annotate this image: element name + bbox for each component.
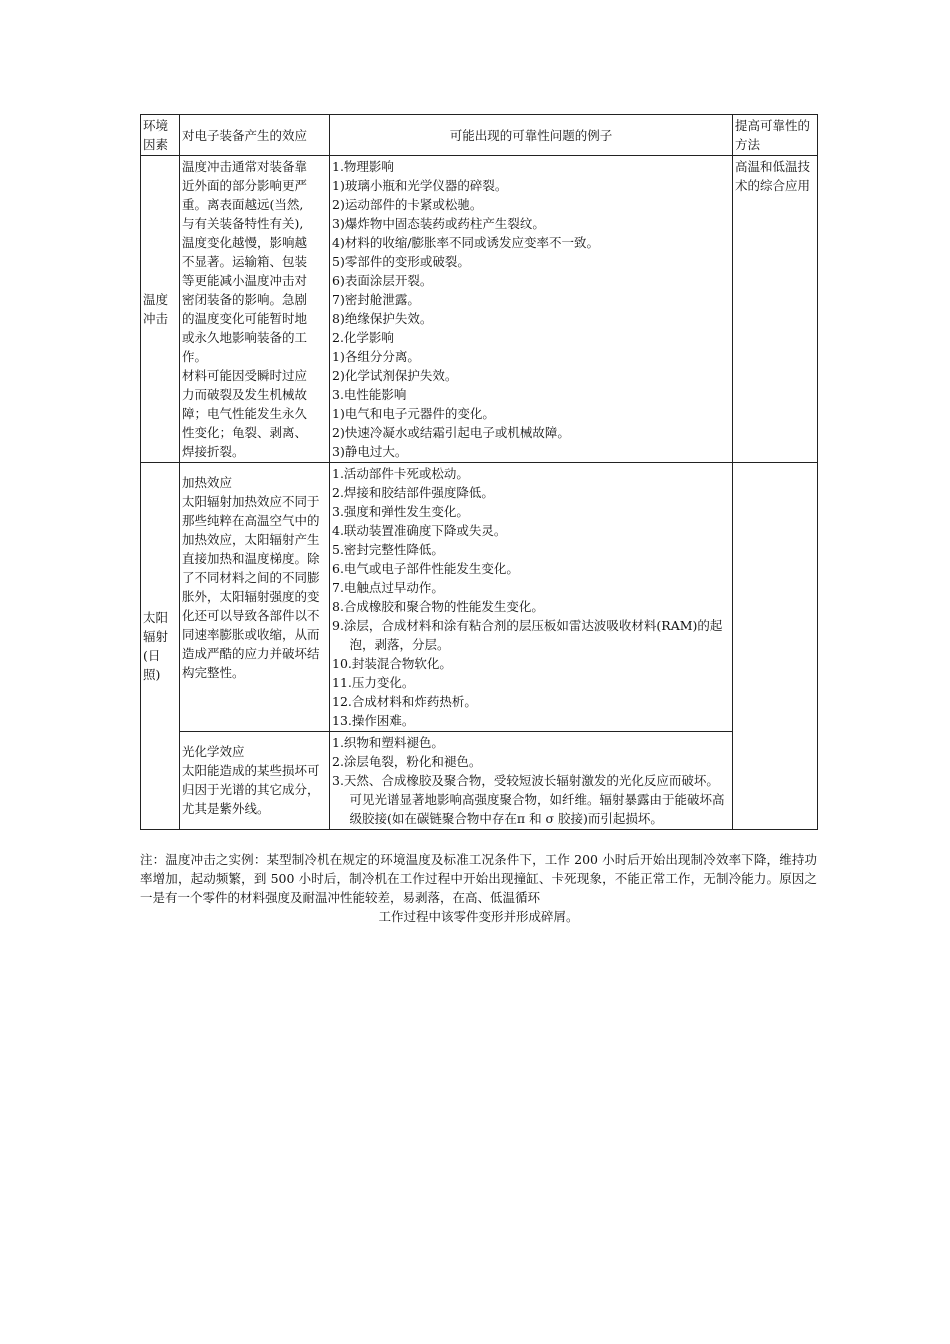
effect-line: 温度变化越慢，影响越 [182, 235, 308, 250]
example-line: 13.操作困难。 [332, 713, 415, 728]
effect-title: 加热效应 [182, 475, 233, 490]
example-line: 2.焊接和胶结部件强度降低。 [332, 485, 494, 500]
effect-line: 不显著。运输箱、包装 [182, 254, 308, 269]
factor-thermal-shock: 温度冲击 [141, 156, 180, 463]
examples-thermal-shock [330, 156, 733, 463]
header-examples: 可能出现的可靠性问题的例子 [330, 115, 733, 156]
example-line: 2)快速冷凝水或结霜引起电子或机械故障。 [332, 425, 570, 440]
example-line: 11.压力变化。 [332, 675, 415, 690]
effect-line: 性变化；龟裂、剥离、 [182, 425, 308, 440]
footnote [140, 850, 817, 926]
effect-line: 作。 [182, 349, 208, 364]
factor-solar: 太阳辐射(日照) [141, 463, 180, 830]
effect-solar-heating [180, 463, 330, 732]
method-thermal-shock: 高温和低温技术的综合应用 [733, 156, 818, 463]
header-effect: 对电子装备产生的效应 [180, 115, 330, 156]
method-solar [733, 463, 818, 830]
example-line: 8)绝缘保护失效。 [332, 311, 433, 326]
header-factor: 环境因素 [141, 115, 180, 156]
example-line: 1)各组分分离。 [332, 349, 420, 364]
example-line: 3.天然、合成橡胶及聚合物，受较短波长辐射激发的光化反应而破坏。可见光谱显著地影响高强度聚合物，如纤维。辐射暴露由于能破坏高级胶接(如在碳链聚合物中存在π 和 σ 胶接)而引起损坏。 [332, 773, 725, 826]
effect-line: 等更能减小温度冲击对 [182, 273, 308, 288]
example-line: 1.活动部件卡死或松动。 [332, 466, 469, 481]
effect-line: 重。离表面越远(当然, [182, 197, 304, 212]
example-line: 6)表面涂层开裂。 [332, 273, 433, 288]
effect-line: 密闭装备的影响。急剧 [182, 292, 308, 307]
example-line: 1.织物和塑料褪色。 [332, 735, 444, 750]
effect-thermal-shock [180, 156, 330, 463]
effect-line: 力而破裂及发生机械故 [182, 387, 308, 402]
example-line: 1.物理影响 [332, 159, 394, 174]
effect-title: 光化学效应 [182, 744, 245, 759]
effect-line: 材料可能因受瞬时过应 [182, 368, 308, 383]
header-method: 提高可靠性的方法 [733, 115, 818, 156]
effect-line: 与有关装备特性有关), [182, 216, 304, 231]
footnote-body: 注：温度冲击之实例：某型制冷机在规定的环境温度及标准工况条件下，工作 200 小时后开始出现制冷效率下降，维持功率增加，起动频繁，到 500 小时后，制冷机在工作过程中开始出现撞缸、卡死现象，不能正常工作，无制冷能力。原因之一是有一个零件的材料强度及耐温冲性能较差，易剥落，在高、低温循环 [140, 852, 817, 905]
example-line: 3)爆炸物中固态装药或药柱产生裂纹。 [332, 216, 545, 231]
environment-reliability-table [140, 114, 818, 830]
table-row-thermal-shock [141, 156, 818, 463]
example-line: 3)静电过大。 [332, 444, 408, 459]
example-line: 2.化学影响 [332, 330, 394, 345]
example-line: 5.密封完整性降低。 [332, 542, 444, 557]
example-line: 4.联动装置准确度下降或失灵。 [332, 523, 507, 538]
examples-solar-heating [330, 463, 733, 732]
effect-line: 焊接折裂。 [182, 444, 245, 459]
effect-solar-photochemical [180, 732, 330, 830]
example-line: 7.电触点过早动作。 [332, 580, 444, 595]
example-line: 12.合成材料和炸药热析。 [332, 694, 477, 709]
example-line: 3.强度和弹性发生变化。 [332, 504, 469, 519]
example-line: 6.电气或电子部件性能发生变化。 [332, 561, 519, 576]
table-row-solar-heating [141, 463, 818, 732]
example-line: 9.涂层，合成材料和涂有粘合剂的层压板如雷达波吸收材料(RAM)的起泡，剥落，分层。 [332, 618, 723, 652]
effect-text: 太阳辐射加热效应不同于那些纯粹在高温空气中的加热效应，太阳辐射产生直接加热和温度梯度。除了不同材料之间的不同膨胀外，太阳辐射强度的变化还可以导致各部件以不同速率膨胀或收缩，从而造成严酷的应力并破坏结构完整性。 [182, 494, 320, 680]
example-line: 2)化学试剂保护失效。 [332, 368, 458, 383]
table-header-row [141, 115, 818, 156]
effect-line: 或永久地影响装备的工 [182, 330, 308, 345]
example-line: 8.合成橡胶和聚合物的性能发生变化。 [332, 599, 544, 614]
table-row-solar-photochemical [141, 732, 818, 830]
example-line: 1)玻璃小瓶和光学仪器的碎裂。 [332, 178, 508, 193]
effect-line: 障；电气性能发生永久 [182, 406, 308, 421]
effect-text: 太阳能造成的某些损坏可归因于光谱的其它成分，尤其是紫外线。 [182, 763, 320, 816]
example-line: 5)零部件的变形或破裂。 [332, 254, 470, 269]
example-line: 4)材料的收缩/膨胀率不同或诱发应变率不一致。 [332, 235, 600, 250]
effect-line: 温度冲击通常对装备靠 [182, 159, 308, 174]
effect-line: 近外面的部分影响更严 [182, 178, 308, 193]
footnote-last-line: 工作过程中该零件变形并形成碎屑。 [378, 909, 579, 924]
example-line: 7)密封舱泄露。 [332, 292, 420, 307]
example-line: 2.涂层龟裂，粉化和褪色。 [332, 754, 482, 769]
effect-line: 的温度变化可能暂时地 [182, 311, 308, 326]
examples-solar-photochemical [330, 732, 733, 830]
example-line: 3.电性能影响 [332, 387, 407, 402]
example-line: 10.封装混合物软化。 [332, 656, 452, 671]
example-line: 1)电气和电子元器件的变化。 [332, 406, 495, 421]
example-line: 2)运动部件的卡紧或松驰。 [332, 197, 483, 212]
